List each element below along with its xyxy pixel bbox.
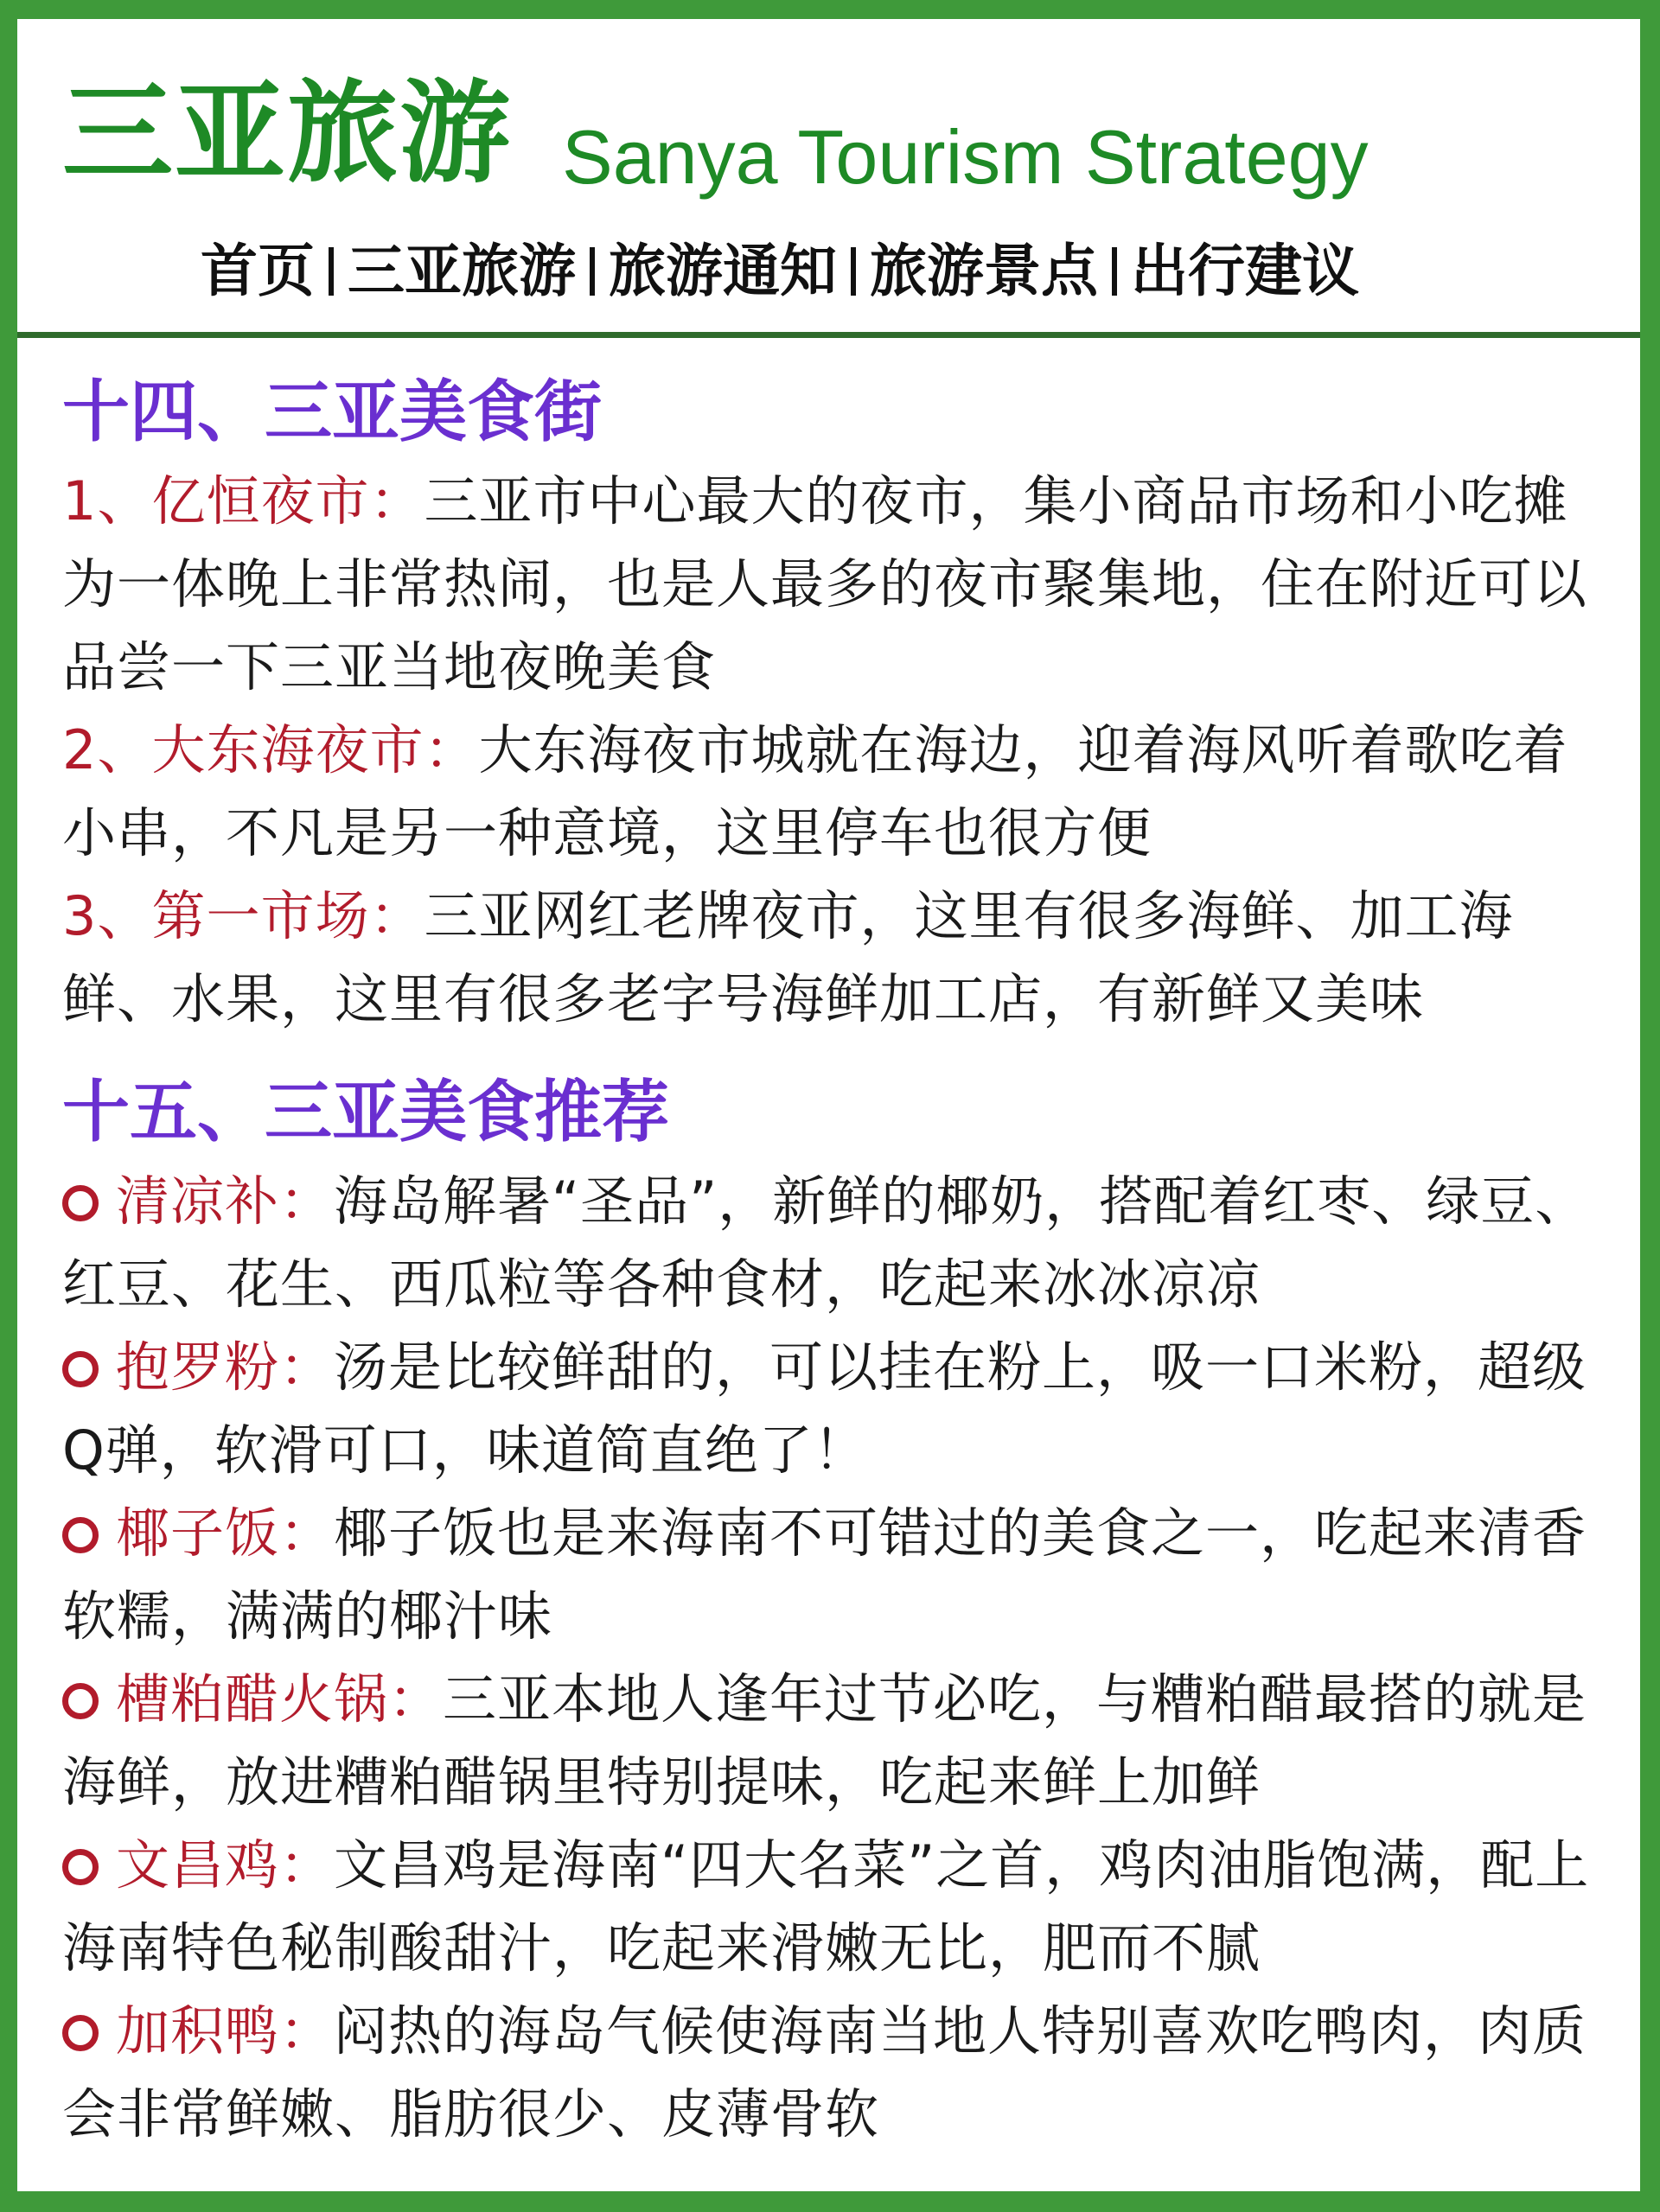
list-item [62, 875, 1618, 1041]
item-name: 抱罗粉： [116, 1335, 335, 1399]
section-title: 十五、三亚美食推荐 [62, 1074, 670, 1151]
nav-separator [590, 247, 595, 296]
item-text: 大东海夜市城就在海边，迎着海风听着歌吃着小串，不凡是另一种意境，这里停车也很方便 [62, 718, 1568, 864]
circle-bullet-icon [62, 1517, 99, 1553]
nav-item-notices[interactable]: 旅游通知 [609, 238, 837, 304]
list-item [62, 1824, 1618, 1990]
nav-separator [329, 247, 334, 296]
page-subtitle: Sanya Tourism Strategy [562, 114, 1369, 200]
nav-item-home[interactable]: 首页 [201, 238, 315, 304]
list-item [62, 460, 1618, 709]
section-title: 十四、三亚美食街 [62, 373, 603, 451]
item-text: 椰子饭也是来海南不可错过的美食之一，吃起来清香软糯，满满的椰汁味 [62, 1501, 1587, 1648]
nav-item-travel-tips[interactable]: 出行建议 [1131, 238, 1359, 304]
item-name: 椰子饭： [116, 1501, 335, 1565]
item-name: 2、大东海夜市： [62, 718, 479, 781]
item-name: 清凉补： [116, 1170, 335, 1233]
item-text: 闷热的海岛气候使海南当地人特别喜欢吃鸭肉，肉质会非常鲜嫩、脂肪很少、皮薄骨软 [62, 1999, 1587, 2145]
circle-bullet-icon [62, 2015, 99, 2051]
header-divider [17, 332, 1640, 338]
item-text: 汤是比较鲜甜的，可以挂在粉上，吸一口米粉，超级Q弹，软滑可口，味道简直绝了！ [62, 1335, 1587, 1482]
item-text: 三亚市中心最大的夜市，集小商品市场和小吃摊为一体晚上非常热闹，也是人最多的夜市聚集地，住在附近可以品尝一下三亚当地夜晚美食 [62, 469, 1588, 698]
list-item [62, 709, 1618, 875]
list-item [62, 1658, 1618, 1824]
list-item [62, 1990, 1618, 2156]
section-gap [62, 1041, 1618, 1065]
nav-bar [201, 237, 1359, 306]
item-name: 文昌鸡： [116, 1833, 335, 1896]
item-name: 3、第一市场： [62, 884, 425, 947]
nav-item-sanya-tourism[interactable]: 三亚旅游 [348, 238, 576, 304]
item-text: 三亚本地人逢年过节必吃，与糟粕醋最搭的就是海鲜，放进糟粕醋锅里特别提味，吃起来鲜上加鲜 [62, 1667, 1587, 1814]
circle-bullet-icon [62, 1849, 99, 1885]
item-name: 1、亿恒夜市： [62, 469, 425, 532]
item-name: 槽粕醋火锅： [116, 1667, 444, 1731]
item-text: 三亚网红老牌夜市，这里有很多海鲜、加工海鲜、水果，这里有很多老字号海鲜加工店，有新鲜又美味 [62, 884, 1514, 1030]
circle-bullet-icon [62, 1185, 99, 1221]
main-content [62, 365, 1618, 2156]
item-name: 加积鸭： [116, 1999, 335, 2062]
nav-separator [851, 247, 856, 296]
page-title: 三亚旅游 [62, 69, 513, 198]
item-text: 海岛解暑“圣品”，新鲜的椰奶，搭配着红枣、绿豆、红豆、花生、西瓜粒等各种食材，吃起来冰冰凉凉 [62, 1170, 1590, 1316]
list-item [62, 1326, 1618, 1492]
circle-bullet-icon [62, 1683, 99, 1719]
list-item [62, 1492, 1618, 1658]
nav-separator [1112, 247, 1117, 296]
list-item [62, 1160, 1618, 1326]
nav-item-attractions[interactable]: 旅游景点 [870, 238, 1098, 304]
item-text: 文昌鸡是海南“四大名菜”之首，鸡肉油脂饱满，配上海南特色秘制酸甜汁，吃起来滑嫩无比，肥而不腻 [62, 1833, 1590, 1979]
header [17, 19, 1640, 335]
page-frame [17, 19, 1640, 2191]
circle-bullet-icon [62, 1351, 99, 1387]
